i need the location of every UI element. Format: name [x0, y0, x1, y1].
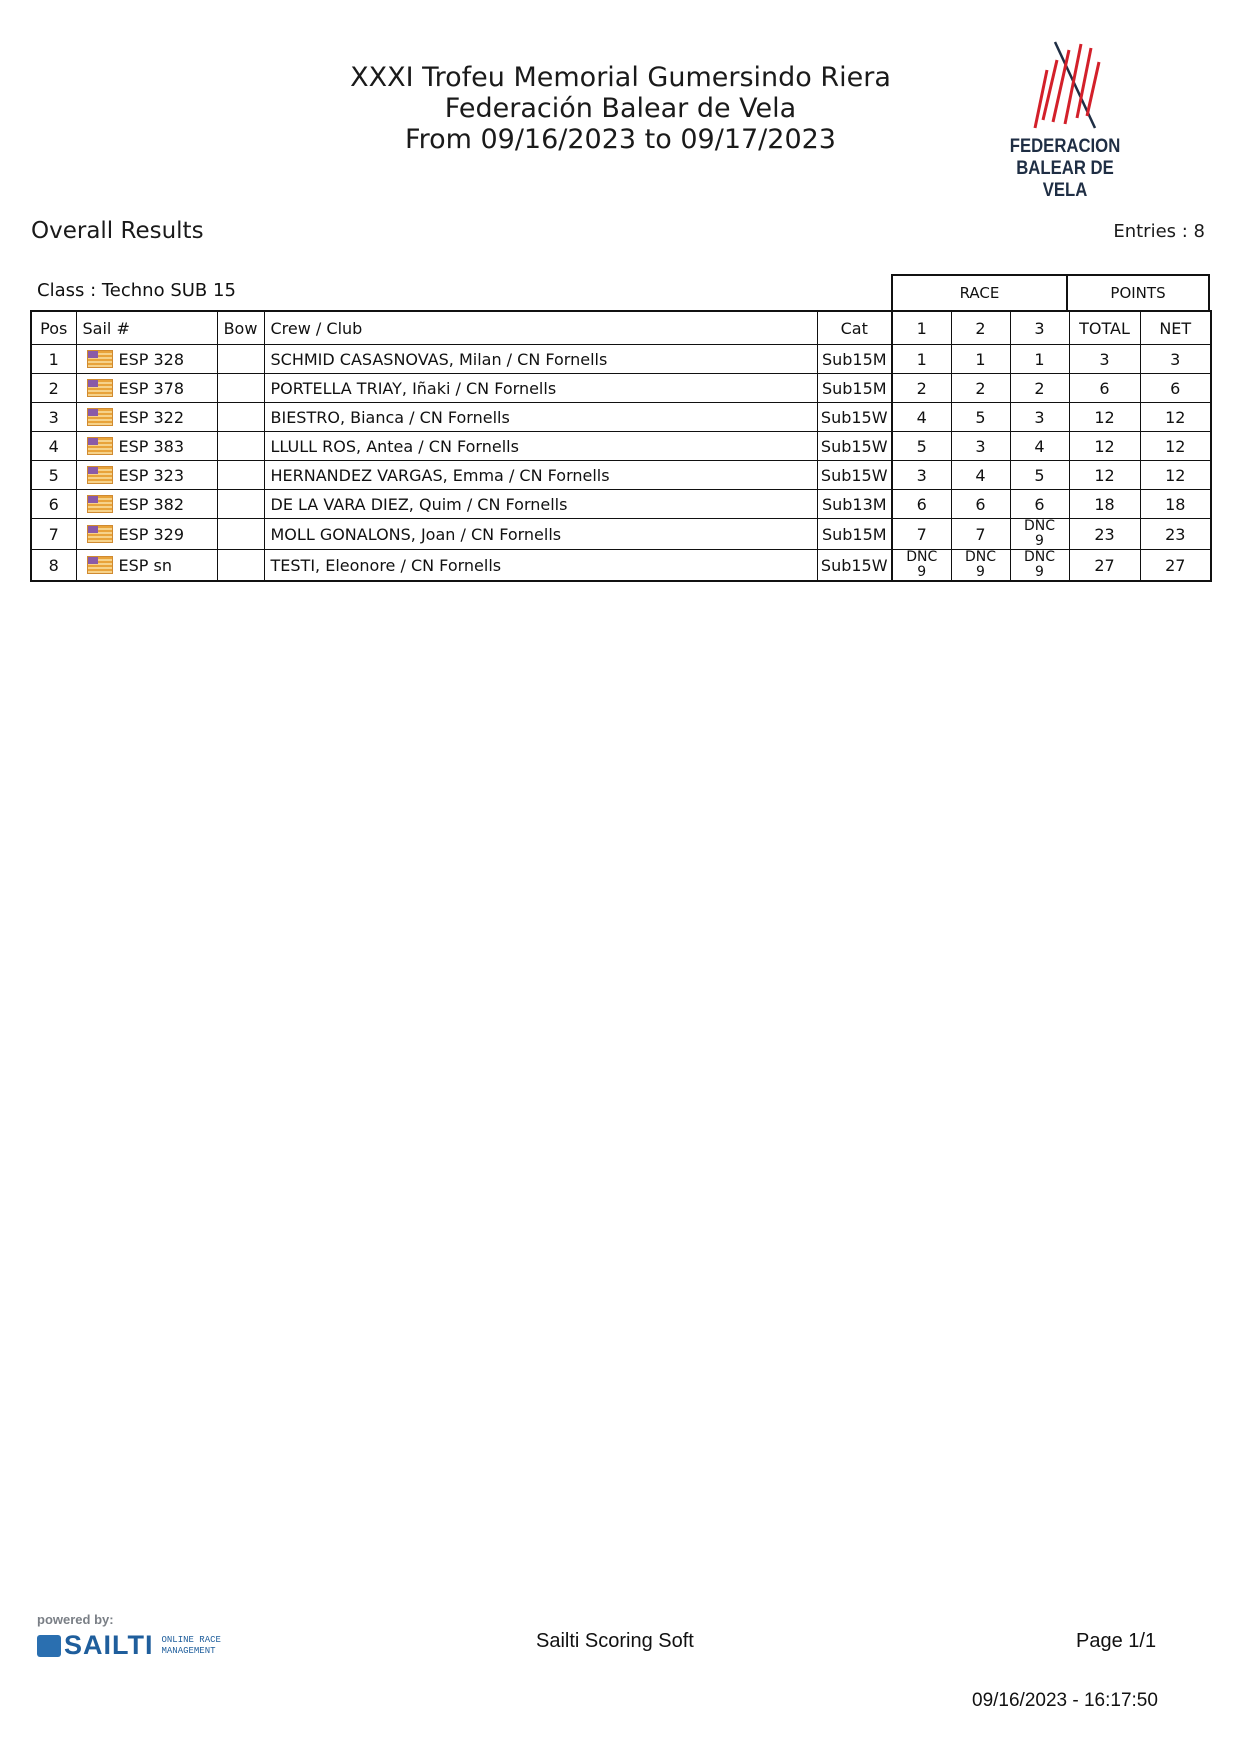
logo-line-1: FEDERACION	[1009, 136, 1121, 157]
logo-mark	[1025, 40, 1105, 132]
col-header-pos: Pos	[31, 311, 76, 345]
balearic-flag-icon	[87, 495, 113, 513]
bow-cell	[217, 519, 264, 550]
race-2-cell: 3	[951, 432, 1010, 461]
table-row	[31, 403, 1211, 432]
powered-by-label: powered by:	[37, 1612, 114, 1627]
total-cell: 12	[1069, 432, 1140, 461]
table-row	[31, 374, 1211, 403]
penalty-points: 9	[976, 564, 985, 580]
sailti-logo-icon	[37, 1635, 61, 1657]
cat-cell: Sub13M	[817, 490, 892, 519]
net-cell: 12	[1140, 461, 1211, 490]
col-header-cat: Cat	[817, 311, 892, 345]
sail-cell	[76, 345, 217, 374]
crew-cell: DE LA VARA DIEZ, Quim / CN Fornells	[264, 490, 817, 519]
logo-line-2: BALEAR DE VELA	[1016, 158, 1114, 201]
race-1-cell: 1	[892, 345, 951, 374]
sail-number: ESP 329	[118, 524, 185, 544]
sail-number: ESP 383	[118, 436, 185, 456]
points-group-header: POINTS	[1066, 274, 1210, 310]
total-cell: 23	[1069, 519, 1140, 550]
pos-cell: 1	[31, 345, 76, 374]
balearic-flag-icon	[87, 408, 113, 426]
sail-number: ESP 323	[118, 465, 185, 485]
net-cell: 3	[1140, 345, 1211, 374]
penalty-points: 9	[1035, 533, 1044, 549]
crew-cell: HERNANDEZ VARGAS, Emma / CN Fornells	[264, 461, 817, 490]
penalty-code: DNC	[1023, 518, 1056, 534]
table-row	[31, 550, 1211, 582]
crew-cell: BIESTRO, Bianca / CN Fornells	[264, 403, 817, 432]
organizer: Federación Balear de Vela	[444, 93, 797, 124]
race-group-header: RACE	[891, 274, 1068, 310]
page-number: Page 1/1	[1076, 1630, 1157, 1652]
pos-cell: 3	[31, 403, 76, 432]
logo-text	[995, 136, 1136, 202]
pos-cell: 2	[31, 374, 76, 403]
bow-cell	[217, 550, 264, 582]
bow-cell	[217, 432, 264, 461]
balearic-flag-icon	[87, 556, 113, 574]
total-cell: 12	[1069, 461, 1140, 490]
sail-cell	[76, 519, 217, 550]
race-1-cell: 5	[892, 432, 951, 461]
crew-cell: MOLL GONALONS, Joan / CN Fornells	[264, 519, 817, 550]
print-timestamp: 09/16/2023 - 16:17:50	[972, 1690, 1158, 1711]
entries-count: Entries : 8	[1113, 221, 1205, 242]
total-cell: 27	[1069, 550, 1140, 582]
sail-number: ESP sn	[118, 555, 172, 575]
race-2-cell: 4	[951, 461, 1010, 490]
race-3-cell: 1	[1010, 345, 1069, 374]
cat-cell: Sub15W	[817, 461, 892, 490]
sail-number: ESP 328	[118, 349, 185, 369]
sail-cell	[76, 374, 217, 403]
net-cell: 12	[1140, 432, 1211, 461]
event-title: XXXI Trofeu Memorial Gumersindo Riera	[350, 62, 891, 93]
pos-cell: 7	[31, 519, 76, 550]
penalty-code: DNC	[1023, 549, 1056, 565]
race-3-cell	[1010, 550, 1069, 582]
sail-cell	[76, 432, 217, 461]
penalty-points: 9	[1035, 564, 1044, 580]
balearic-flag-icon	[87, 379, 113, 397]
race-3-cell: 5	[1010, 461, 1069, 490]
federacion-logo-icon	[985, 40, 1145, 201]
col-header-race-3: 3	[1010, 311, 1069, 345]
race-2-cell	[951, 550, 1010, 582]
event-dates: From 09/16/2023 to 09/17/2023	[405, 124, 836, 155]
balearic-flag-icon	[87, 525, 113, 543]
col-header-total: TOTAL	[1069, 311, 1140, 345]
sail-cell	[76, 403, 217, 432]
race-2-cell: 7	[951, 519, 1010, 550]
sail-number: ESP 382	[118, 494, 185, 514]
cat-cell: Sub15M	[817, 345, 892, 374]
crew-cell: SCHMID CASASNOVAS, Milan / CN Fornells	[264, 345, 817, 374]
race-3-cell: 2	[1010, 374, 1069, 403]
net-cell: 6	[1140, 374, 1211, 403]
class-label: Class : Techno SUB 15	[37, 280, 236, 301]
cat-cell: Sub15W	[817, 403, 892, 432]
pos-cell: 5	[31, 461, 76, 490]
sail-number: ESP 378	[118, 378, 185, 398]
balearic-flag-icon	[87, 437, 113, 455]
crew-cell: PORTELLA TRIAY, Iñaki / CN Fornells	[264, 374, 817, 403]
race-3-cell: 3	[1010, 403, 1069, 432]
bow-cell	[217, 403, 264, 432]
balearic-flag-icon	[87, 350, 113, 368]
bow-cell	[217, 490, 264, 519]
total-cell: 3	[1069, 345, 1140, 374]
table-header-row	[31, 311, 1211, 345]
table-row	[31, 519, 1211, 550]
penalty-points: 9	[917, 564, 927, 580]
race-3-cell: 6	[1010, 490, 1069, 519]
cat-cell: Sub15W	[817, 432, 892, 461]
bow-cell	[217, 461, 264, 490]
bow-cell	[217, 374, 264, 403]
col-header-crew: Crew / Club	[264, 311, 817, 345]
net-cell: 18	[1140, 490, 1211, 519]
col-header-race-2: 2	[951, 311, 1010, 345]
col-header-bow: Bow	[217, 311, 264, 345]
net-cell: 23	[1140, 519, 1211, 550]
race-2-cell: 5	[951, 403, 1010, 432]
balearic-flag-icon	[87, 466, 113, 484]
race-1-cell: 4	[892, 403, 951, 432]
total-cell: 6	[1069, 374, 1140, 403]
cat-cell: Sub15W	[817, 550, 892, 582]
cat-cell: Sub15M	[817, 374, 892, 403]
race-1-cell: 3	[892, 461, 951, 490]
sail-cell	[76, 550, 217, 582]
tagline-line-1: ONLINE RACE	[161, 1634, 221, 1645]
net-cell: 12	[1140, 403, 1211, 432]
total-cell: 18	[1069, 490, 1140, 519]
race-2-cell: 6	[951, 490, 1010, 519]
software-name: Sailti Scoring Soft	[536, 1630, 694, 1652]
race-3-cell	[1010, 519, 1069, 550]
race-1-cell: 2	[892, 374, 951, 403]
col-header-sail: Sail #	[76, 311, 217, 345]
col-header-race-1: 1	[892, 311, 951, 345]
race-3-cell: 4	[1010, 432, 1069, 461]
sailti-tagline	[162, 1635, 221, 1657]
pos-cell: 8	[31, 550, 76, 582]
crew-cell: TESTI, Eleonore / CN Fornells	[264, 550, 817, 582]
penalty-code: DNC	[906, 549, 938, 565]
tagline-line-2: MANAGEMENT	[161, 1645, 216, 1656]
penalty-code: DNC	[964, 549, 997, 565]
table-row	[31, 345, 1211, 374]
race-1-cell	[892, 550, 951, 582]
table-row	[31, 432, 1211, 461]
race-1-cell: 6	[892, 490, 951, 519]
race-2-cell: 1	[951, 345, 1010, 374]
crew-cell: LLULL ROS, Antea / CN Fornells	[264, 432, 817, 461]
net-cell: 27	[1140, 550, 1211, 582]
sail-cell	[76, 461, 217, 490]
table-row	[31, 461, 1211, 490]
pos-cell: 6	[31, 490, 76, 519]
pos-cell: 4	[31, 432, 76, 461]
results-table	[30, 310, 1212, 582]
bow-cell	[217, 345, 264, 374]
cat-cell: Sub15M	[817, 519, 892, 550]
total-cell: 12	[1069, 403, 1140, 432]
race-1-cell: 7	[892, 519, 951, 550]
sail-number: ESP 322	[118, 407, 185, 427]
table-row	[31, 490, 1211, 519]
sailti-logo	[37, 1630, 221, 1661]
sailti-brand: SAILTI	[64, 1630, 154, 1660]
section-title: Overall Results	[31, 218, 204, 244]
powered-by-sailti	[37, 1612, 221, 1661]
col-header-net: NET	[1140, 311, 1211, 345]
sail-cell	[76, 490, 217, 519]
race-2-cell: 2	[951, 374, 1010, 403]
